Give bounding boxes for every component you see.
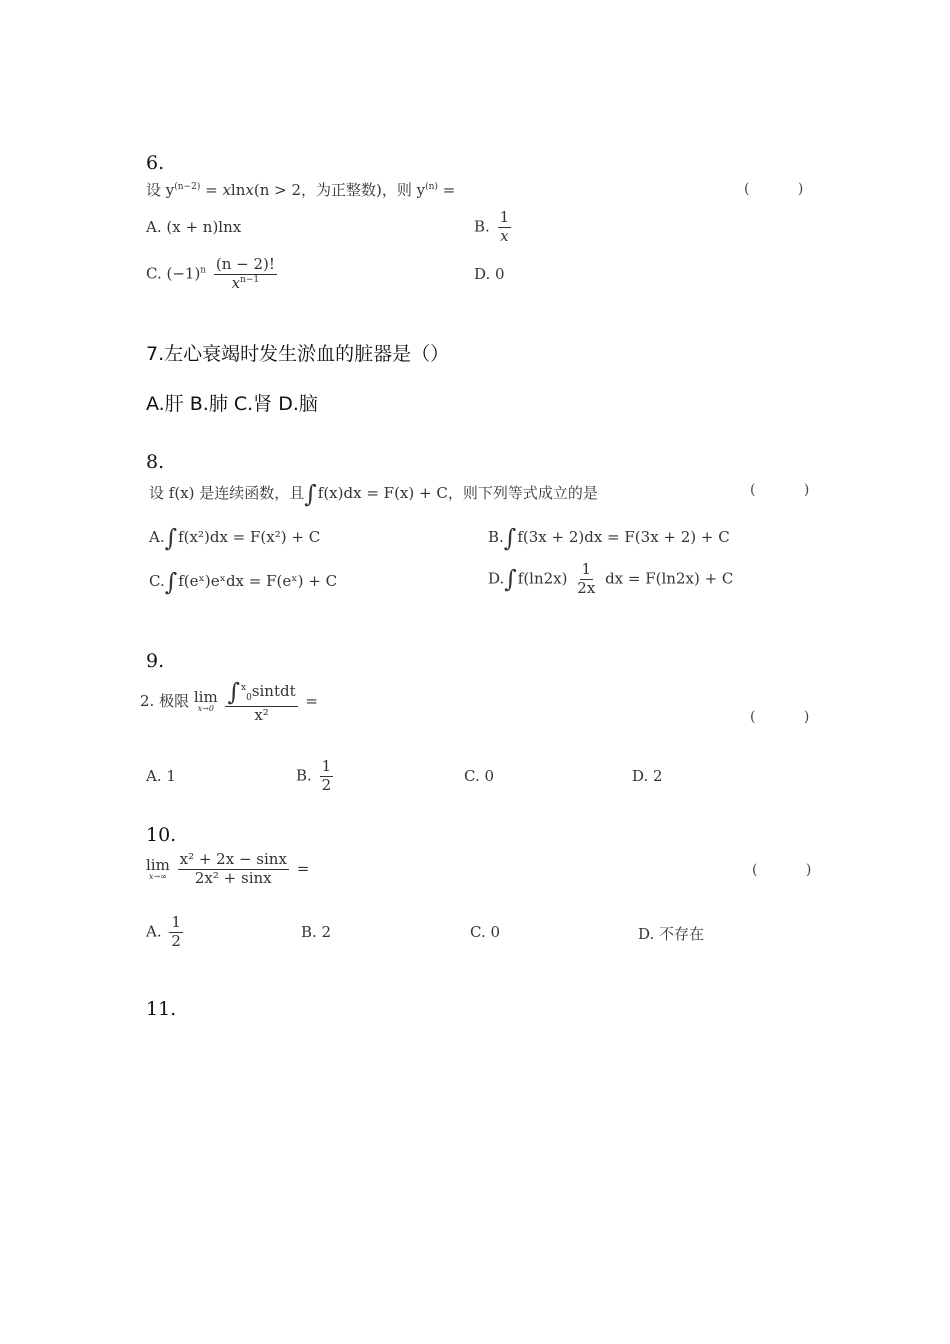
q8-stem [149, 480, 598, 508]
q9-option-d: D. 2 [632, 767, 663, 785]
q7-stem: 7.左心衰竭时发生淤血的脏器是（） [146, 343, 450, 365]
q8-option-d-label: D. [488, 569, 505, 588]
q8-answer-paren: ( ) [750, 482, 832, 498]
q6-stem-end: = [437, 181, 456, 199]
q9-stem-prefix: 2. 极限 [140, 691, 190, 710]
q10-answer-paren: ( ) [752, 862, 834, 878]
q6-option-c-den-wrap [230, 275, 262, 292]
q8-option-b-expr: f(3x + 2)dx = F(3x + 2) + C [517, 528, 730, 546]
q10-number: 10. [146, 824, 177, 846]
integral-sign: ∫ [164, 568, 178, 596]
q8-option-c-label: C. [149, 572, 165, 590]
q10-denominator: 2x² + sinx [194, 868, 272, 887]
q8-option-b [488, 524, 730, 552]
q10-limit [146, 855, 170, 881]
integral-sign: ∫ [227, 678, 240, 706]
q6-option-c [146, 257, 280, 292]
q9-option-b-den: 2 [321, 775, 332, 794]
q9-numerator [225, 680, 297, 707]
q8-option-c [149, 568, 337, 596]
q9-integrand: sintdt [251, 682, 296, 700]
q10-option-c: C. 0 [470, 923, 501, 941]
q8-option-d [488, 562, 733, 597]
q6-answer-paren: ( ) [744, 181, 826, 197]
q8-stem-a: 设 f(x) 是连续函数，且 [149, 484, 305, 502]
q6-option-c-den-sup: n−1 [240, 274, 260, 285]
q6-option-b-label: B. [474, 217, 490, 236]
q9-fraction [225, 680, 297, 724]
q6-stem-sup: (n−2) [174, 182, 201, 192]
q6-option-b-num: 1 [499, 208, 510, 226]
q9-option-a: A. 1 [146, 767, 176, 785]
q6-stem-sup2: (n) [425, 182, 438, 192]
q6-stem-x2: x [245, 181, 254, 199]
q10-option-a-fraction [169, 915, 183, 950]
q9-lim-sub: x→0 [197, 704, 214, 714]
q10-option-a [146, 915, 186, 950]
q6-option-b-den: x [500, 226, 509, 245]
q10-numerator: x² + 2x − sinx [179, 850, 287, 868]
q8-option-a [149, 524, 320, 552]
integral-sign: ∫ [504, 565, 517, 594]
q6-stem-x: x [222, 181, 231, 199]
q6-option-c-label: C. (−1) [146, 264, 201, 283]
q10-stem [146, 852, 309, 887]
q8-number: 8. [146, 451, 165, 473]
q8-stem-b: f(x)dx = F(x) + C，则下列等式成立的是 [317, 484, 598, 502]
q8-option-b-label: B. [488, 528, 504, 546]
integral-sign: ∫ [164, 524, 178, 552]
q8-option-d-num: 1 [581, 560, 592, 578]
q9-equals: = [305, 691, 318, 710]
q9-option-b-fraction [320, 759, 334, 794]
q6-option-c-num: (n − 2)! [215, 255, 275, 273]
q6-option-c-den: x [231, 273, 241, 292]
q6-option-d: D. 0 [474, 265, 505, 283]
integral-sign: ∫ [304, 480, 317, 508]
q6-stem [146, 179, 455, 200]
q6-number: 6. [146, 152, 165, 174]
q6-stem-cond: (n > 2，为正整数)，则 y [253, 181, 426, 199]
q6-option-c-fraction [214, 257, 277, 292]
q10-lim-sub: x→∞ [148, 871, 167, 881]
q9-denominator: x² [254, 706, 269, 725]
q6-option-c-sup: n [200, 265, 207, 276]
q8-option-a-label: A. [149, 528, 165, 546]
q11-number: 11. [146, 998, 177, 1020]
q6-stem-prefix: 设 y [146, 181, 175, 199]
integral-sign: ∫ [503, 524, 517, 552]
q9-option-c: C. 0 [464, 767, 495, 785]
q6-option-b [474, 210, 514, 245]
q8-option-d-post: dx = F(ln2x) + C [605, 569, 734, 588]
q9-option-b-label: B. [296, 766, 312, 785]
q9-limit [194, 690, 218, 713]
q9-stem [140, 680, 318, 724]
q10-fraction [178, 852, 289, 887]
q8-option-d-den: 2x [577, 578, 596, 597]
q8-option-a-expr: f(x²)dx = F(x²) + C [178, 528, 321, 546]
q6-stem-ln: ln [230, 181, 246, 199]
q9-lim-text: lim [193, 688, 218, 707]
q10-option-b: B. 2 [301, 923, 332, 941]
q8-option-c-expr: f(eˣ)eˣdx = F(eˣ) + C [178, 572, 338, 590]
q10-lim-text: lim [146, 855, 170, 874]
q10-option-a-label: A. [146, 922, 162, 941]
q6-option-b-fraction [498, 210, 512, 245]
q9-number: 9. [146, 650, 165, 672]
q10-option-a-num: 1 [171, 913, 181, 931]
q9-upper-limit: x [241, 683, 247, 693]
q6-option-a: A. (x + n)lnx [146, 218, 242, 236]
q7-options: A.肝 B.肺 C.肾 D.脑 [146, 393, 318, 415]
q10-equals: = [296, 859, 310, 878]
q9-answer-paren: ( ) [750, 709, 832, 725]
q6-stem-mid: = [200, 181, 223, 199]
q10-option-d: D. 不存在 [638, 925, 705, 943]
q8-option-d-pre: f(ln2x) [517, 569, 568, 588]
q9-option-b-num: 1 [321, 757, 332, 775]
q10-option-a-den: 2 [171, 931, 181, 950]
q9-lower-limit: 0 [246, 693, 252, 703]
q8-option-d-fraction [575, 562, 597, 597]
q9-option-b [296, 759, 336, 794]
